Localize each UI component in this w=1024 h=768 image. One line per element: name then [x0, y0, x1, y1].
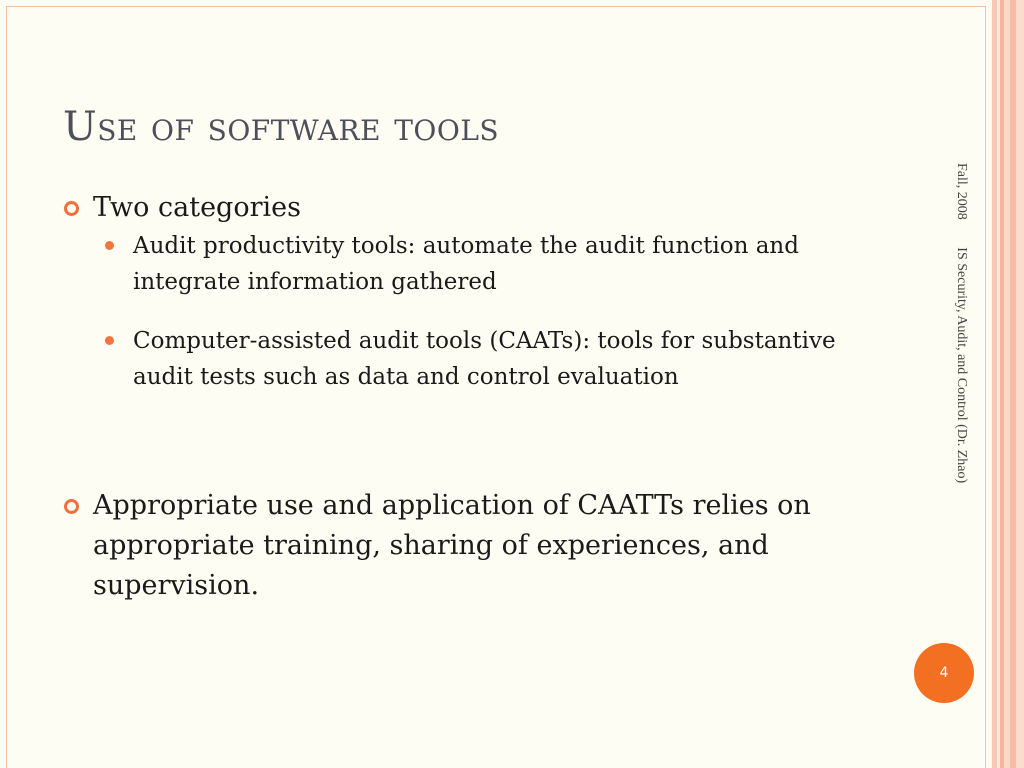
footer-course: IS Security, Audit, and Control (Dr. Zhao) [954, 247, 969, 484]
dot-bullet-icon [105, 241, 114, 250]
sub-bullet-text: Computer-assisted audit tools (CAATs): tools for substantive audit tests such as data and control evaluation [133, 328, 836, 390]
slide-title: Use of software tools [63, 104, 500, 150]
dot-bullet-icon [105, 336, 114, 345]
ring-bullet-icon [64, 201, 79, 216]
bullet-text: Appropriate use and application of CAATTs relies on appropriate training, sharing of experiences, and supervision. [93, 490, 811, 601]
sub-bullet-caats [105, 323, 884, 395]
sub-bullet-text: Audit productivity tools: automate the audit function and integrate information gathered [133, 233, 799, 295]
slide-content [64, 188, 884, 606]
ring-bullet-icon [64, 499, 79, 514]
vertical-footer [949, 163, 969, 603]
sub-bullet-productivity-tools [105, 228, 884, 300]
page-number-badge [914, 643, 974, 703]
footer-date: Fall, 2008 [954, 163, 969, 220]
page-number: 4 [939, 665, 949, 681]
bullet-text: Two categories [93, 192, 301, 223]
bullet-two-categories [64, 188, 884, 228]
bullet-appropriate-use [64, 486, 884, 606]
decorative-stripes [986, 0, 1024, 768]
